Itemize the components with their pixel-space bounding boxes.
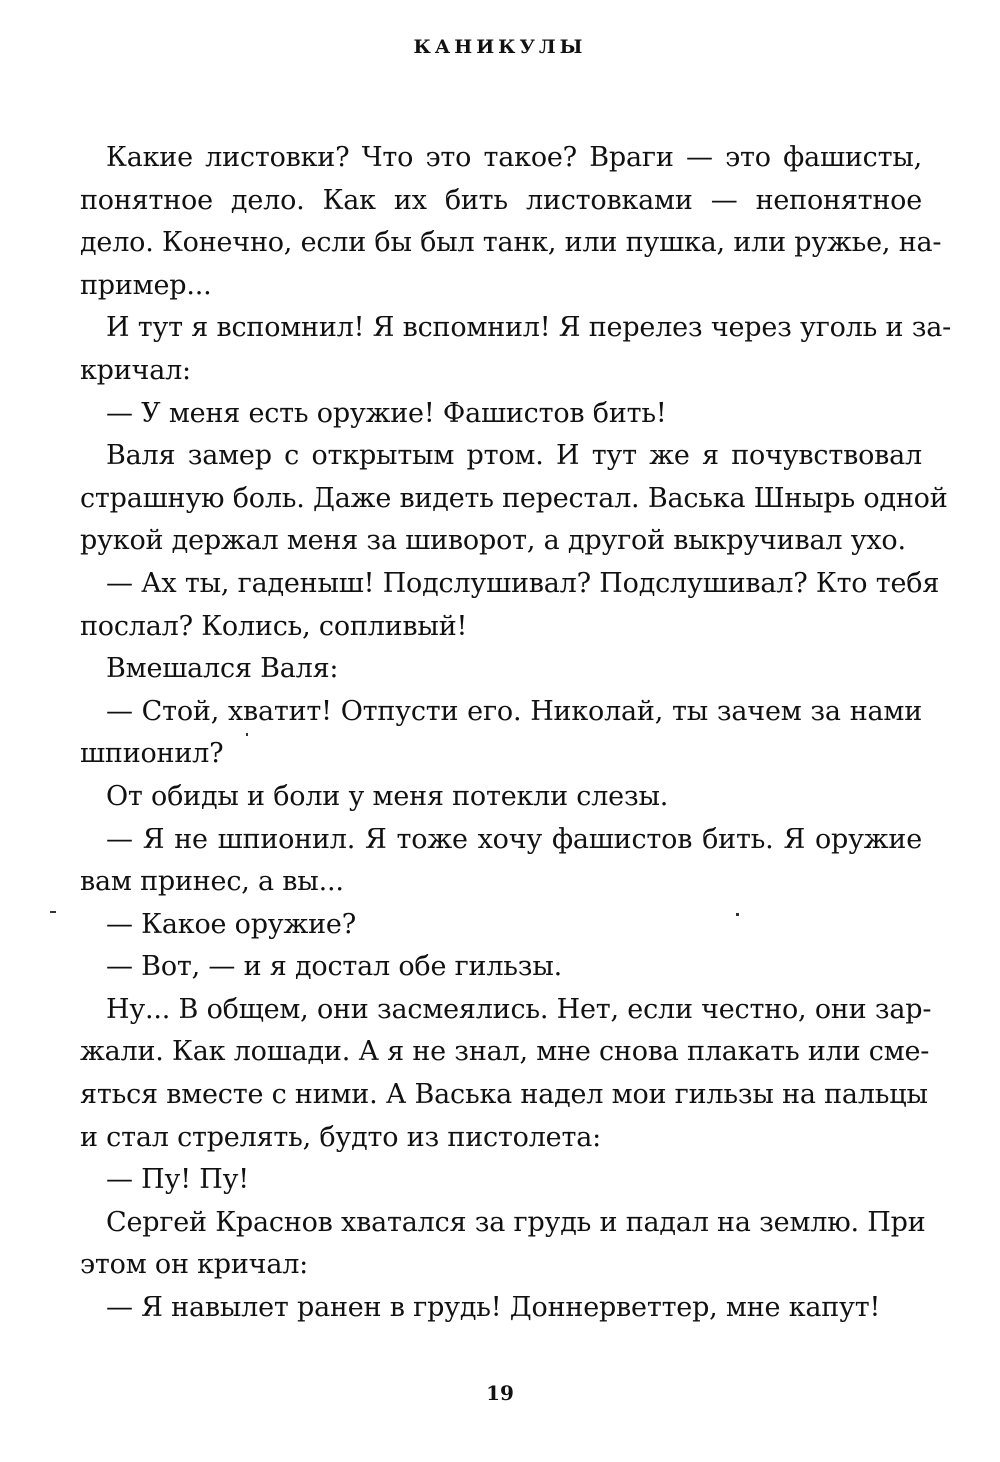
text-line: Ну... В общем, они засмеялись. Нет, если честно, они зар-: [106, 993, 932, 1025]
text-line: — Пу! Пу!: [106, 1164, 249, 1196]
text-line: Сергей Краснов хватался за грудь и падал на землю. При: [106, 1206, 926, 1238]
running-head: КАНИКУЛЫ: [413, 36, 587, 58]
text-line: понятное дело. Как их бить листовками — непонятное: [80, 184, 922, 216]
text-line: этом он кричал:: [80, 1249, 309, 1281]
text-line: вам принес, а вы...: [80, 866, 344, 898]
text-line: Какие листовки? Что это такое? Враги — это фашисты,: [106, 142, 922, 173]
text-line: Вмешался Валя:: [106, 653, 339, 685]
text-line: рукой держал меня за шиворот, а другой выкручивал ухо.: [80, 525, 906, 557]
text-line: дело. Конечно, если бы был танк, или пушка, или ружье, на-: [80, 227, 942, 259]
text-line: — Стой, хватит! Отпусти его. Николай, ты зачем за нами: [106, 695, 922, 727]
print-speck: [736, 913, 739, 916]
text-line: и стал стрелять, будто из пистолета:: [80, 1121, 601, 1153]
text-line: — Вот, — и я достал обе гильзы.: [106, 951, 562, 983]
page-number: 19: [486, 1381, 514, 1405]
text-line: — Я навылет ранен в грудь! Доннерветтер, мне капут!: [106, 1292, 881, 1324]
text-line: — У меня есть оружие! Фашистов бить!: [106, 397, 667, 429]
text-line: Валя замер с открытым ртом. И тут же я почувствовал: [106, 440, 922, 472]
text-line: пример...: [80, 269, 212, 301]
text-line: — Я не шпионил. Я тоже хочу фашистов бить. Я оружие: [106, 823, 922, 855]
text-line: — Ах ты, гаденыш! Подслушивал? Подслушивал? Кто тебя: [106, 567, 940, 599]
print-speck: [50, 911, 56, 913]
text-line: страшную боль. Даже видеть перестал. Васька Шнырь одной: [80, 482, 948, 514]
print-speck: [246, 733, 248, 736]
text-line: кричал:: [80, 354, 191, 386]
text-line: шпионил?: [80, 738, 224, 770]
text-line: — Какое оружие?: [106, 908, 356, 940]
text-line: жали. Как лошади. А я не знал, мне снова плакать или сме-: [80, 1036, 930, 1068]
text-line: И тут я вспомнил! Я вспомнил! Я перелез через уголь и за-: [106, 312, 952, 344]
text-line: послал? Колись, сопливый!: [80, 610, 468, 642]
text-line: От обиды и боли у меня потекли слезы.: [106, 780, 669, 812]
text-line: яться вместе с ними. А Васька надел мои гильзы на пальцы: [80, 1079, 928, 1111]
body-text: [80, 137, 952, 1330]
